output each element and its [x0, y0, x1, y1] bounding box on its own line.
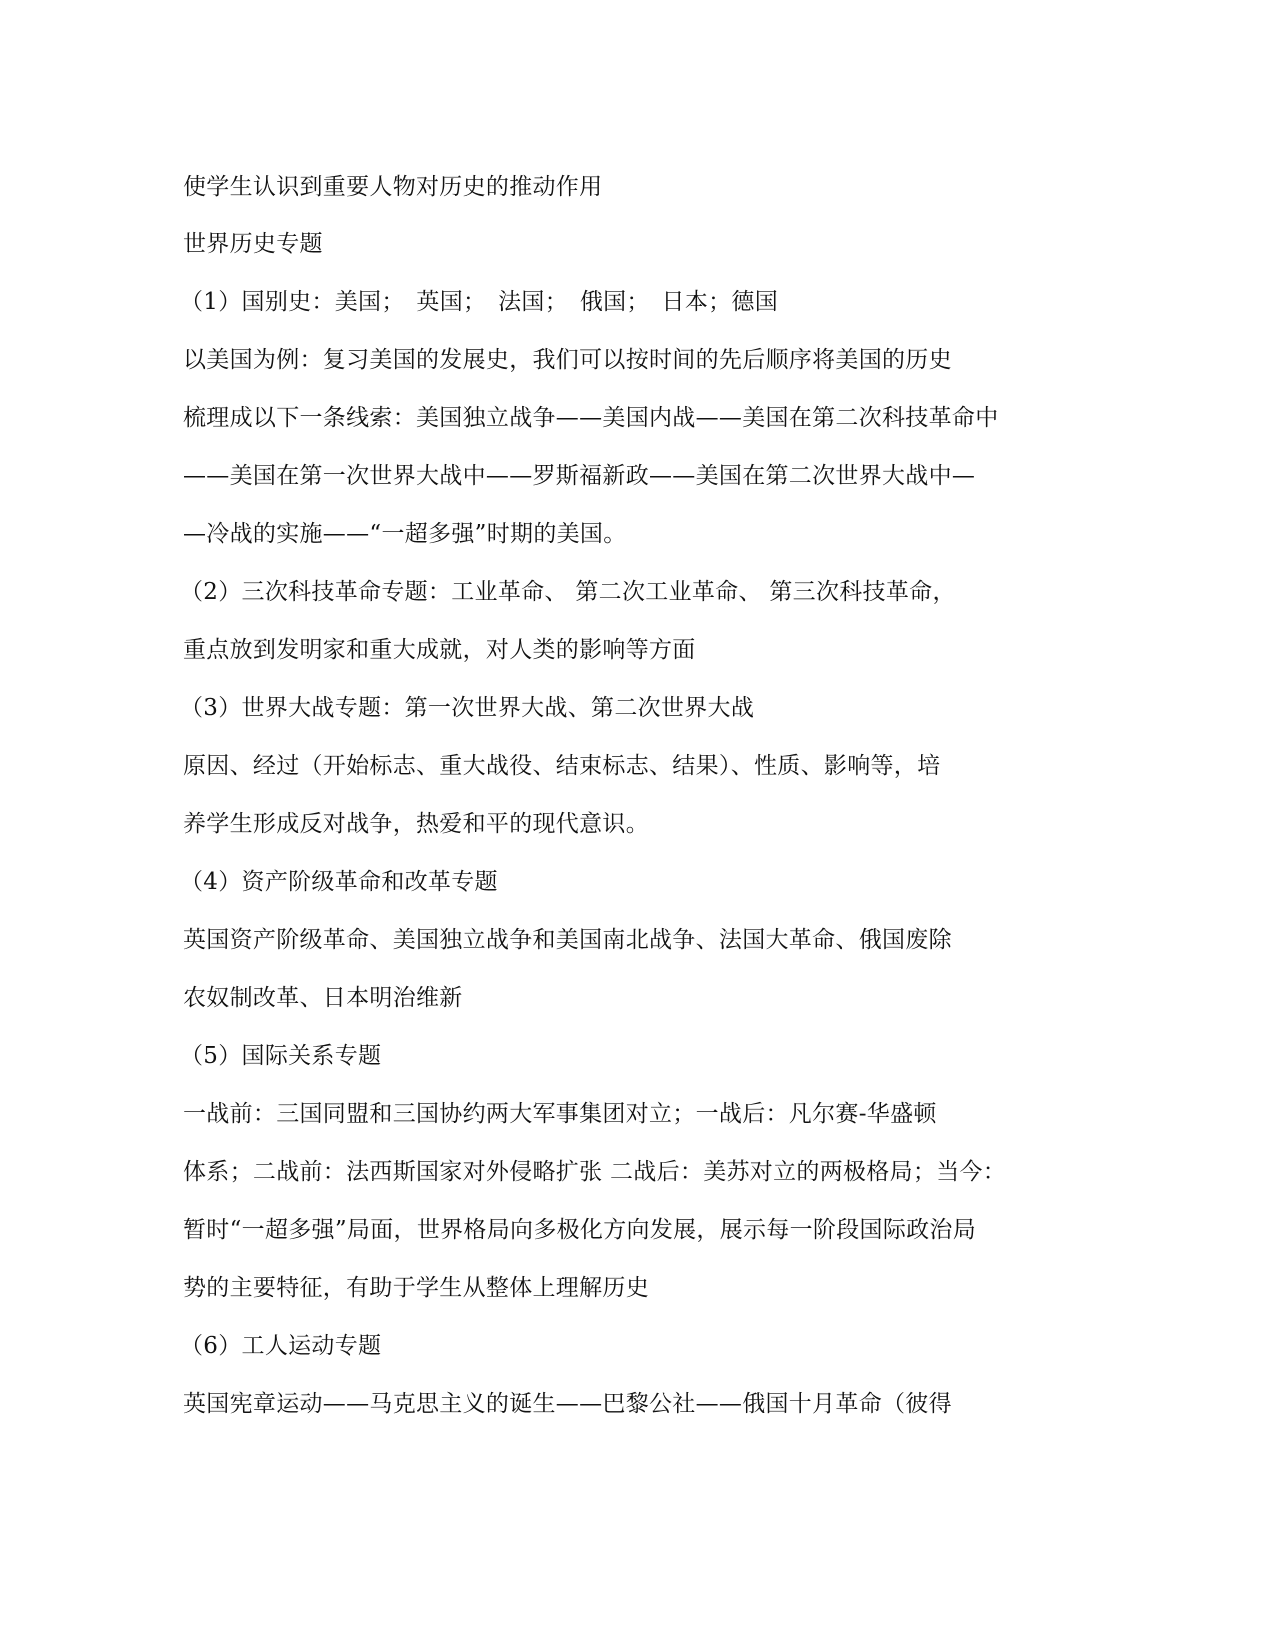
- text-line-4: 以美国为例：复习美国的发展史，我们可以按时间的先后顺序将美国的历史: [183, 347, 952, 373]
- text-line-8: （2）三次科技革命专题：工业革命、 第二次工业革命、 第三次科技革命，: [180, 579, 956, 605]
- text-line-1: 使学生认识到重要人物对历史的推动作用: [183, 174, 603, 200]
- text-line-12: 养学生形成反对战争，热爱和平的现代意识。: [183, 811, 649, 837]
- text-line-3: （1）国别史：美国； 英国； 法国； 俄国； 日本；德国: [180, 289, 779, 315]
- text-line-6: ——美国在第一次世界大战中——罗斯福新政——美国在第二次世界大战中—: [183, 463, 976, 489]
- text-line-9: 重点放到发明家和重大成就，对人类的影响等方面: [183, 637, 696, 663]
- text-line-20: 势的主要特征，有助于学生从整体上理解历史: [183, 1275, 649, 1301]
- text-line-7: —冷战的实施——“一超多强”时期的美国。: [183, 521, 627, 547]
- text-line-22: 英国宪章运动——马克思主义的诞生——巴黎公社——俄国十月革命（彼得: [183, 1391, 952, 1417]
- text-line-18: 体系；二战前：法西斯国家对外侵略扩张 二战后：美苏对立的两极格局；当今：: [183, 1159, 1007, 1185]
- text-line-19: 暂时“一超多强”局面，世界格局向多极化方向发展，展示每一阶段国际政治局: [183, 1217, 977, 1243]
- text-line-21: （6）工人运动专题: [180, 1333, 382, 1359]
- text-line-5: 梳理成以下一条线索：美国独立战争——美国内战——美国在第二次科技革命中: [183, 405, 999, 431]
- section-heading-world-history: 世界历史专题: [183, 231, 323, 257]
- text-line-16: （5）国际关系专题: [180, 1043, 382, 1069]
- text-line-15: 农奴制改革、日本明治维新: [183, 985, 463, 1011]
- text-line-11: 原因、经过（开始标志、重大战役、结束标志、结果）、性质、影响等，培: [183, 753, 941, 779]
- text-line-14: 英国资产阶级革命、美国独立战争和美国南北战争、法国大革命、俄国废除: [183, 927, 952, 953]
- text-line-10: （3）世界大战专题：第一次世界大战、第二次世界大战: [180, 695, 755, 721]
- text-line-17: 一战前：三国同盟和三国协约两大军事集团对立；一战后：凡尔赛-华盛顿: [183, 1101, 937, 1127]
- text-line-13: （4）资产阶级革命和改革专题: [180, 869, 498, 895]
